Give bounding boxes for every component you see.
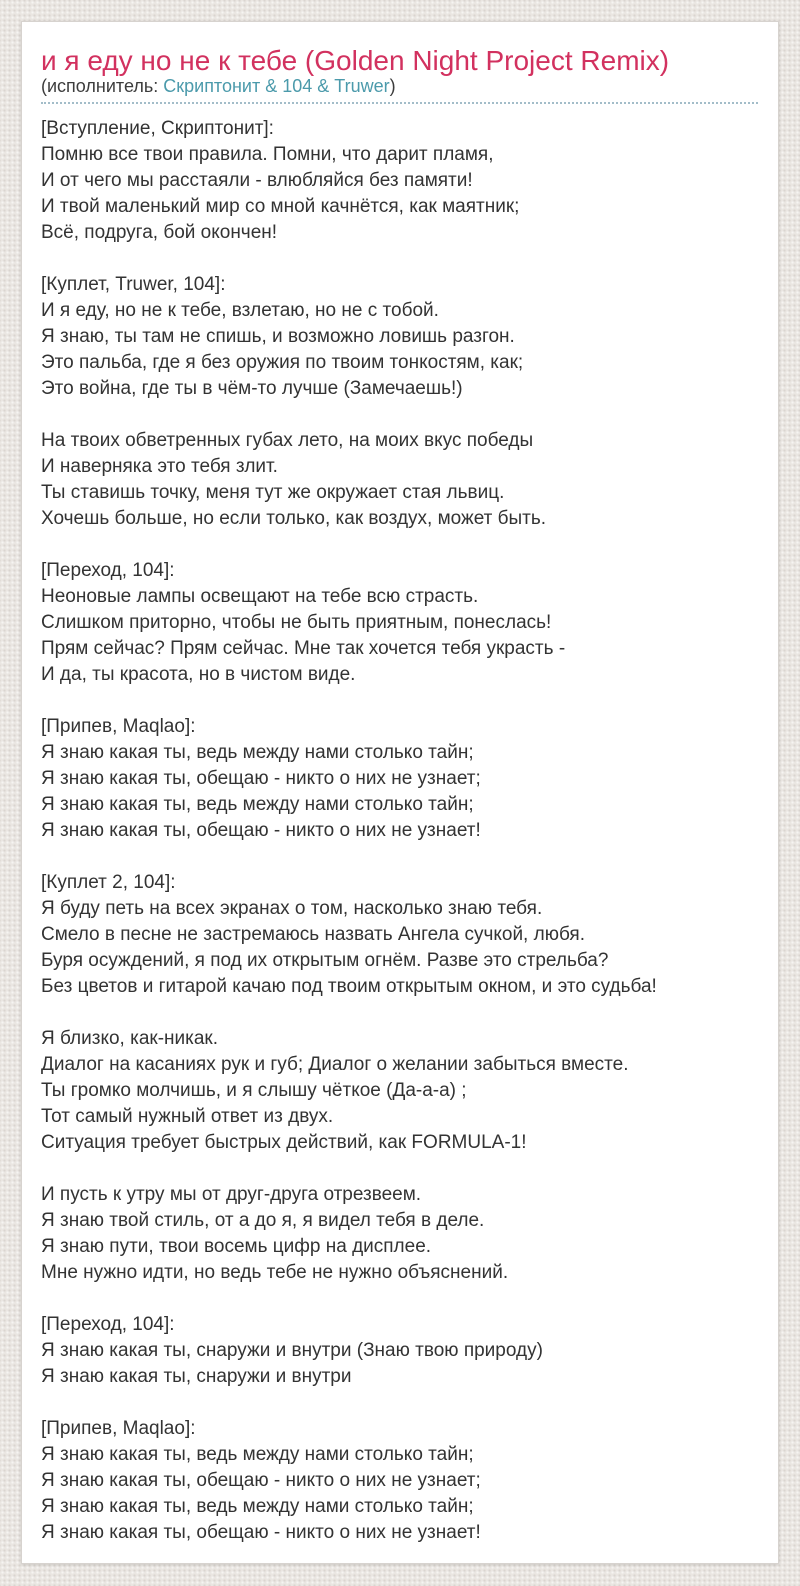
lyric-line: Я знаю какая ты, обещаю - никто о них не узнает! [41,820,481,841]
lyric-line: Слишком приторно, чтобы не быть приятным, понеслась! [41,612,552,633]
stanza [41,116,758,246]
stanza-header: [Переход, 104]: [41,560,175,581]
lyric-line: И да, ты красота, но в чистом виде. [41,664,356,685]
lyric-line: Я знаю твой стиль, от а до я, я видел тебя в деле. [41,1210,485,1231]
lyric-line: Я буду петь на всех экранах о том, насколько знаю тебя. [41,898,543,919]
stanza [41,714,758,844]
stanza [41,870,758,1000]
lyric-line: Хочешь больше, но если только, как воздух, может быть. [41,508,547,529]
lyric-line: Мне нужно идти, но ведь тебе не нужно объяснений. [41,1262,509,1283]
lyric-line: Я знаю какая ты, снаружи и внутри [41,1366,352,1387]
stanza [41,1026,758,1156]
lyric-line: И я еду, но не к тебе, взлетаю, но не с тобой. [41,300,439,321]
stanza-header: [Куплет, Truwer, 104]: [41,274,226,295]
stanza-header: [Вступление, Скриптонит]: [41,118,274,139]
lyric-line: Без цветов и гитарой качаю под твоим открытым окном, и это судьба! [41,976,657,997]
lyric-line: И наверняка это тебя злит. [41,456,278,477]
lyric-line: Я знаю какая ты, обещаю - никто о них не узнает; [41,1470,481,1491]
lyric-line: Всё, подруга, бой окончен! [41,222,278,243]
lyric-line: Ситуация требует быстрых действий, как FORMULA-1! [41,1132,527,1153]
lyric-line: Прям сейчас? Прям сейчас. Мне так хочется тебя украсть - [41,638,566,659]
stanza-header: [Переход, 104]: [41,1314,175,1335]
stanza-header: [Припев, Maqlao]: [41,716,196,737]
lyric-line: Ты ставишь точку, меня тут же окружает стая львиц. [41,482,505,503]
lyric-line: Я знаю, ты там не спишь, и возможно ловишь разгон. [41,326,515,347]
artist-line [41,76,758,104]
lyric-line: Я знаю какая ты, обещаю - никто о них не узнает! [41,1522,481,1543]
lyric-line: Я близко, как-никак. [41,1028,219,1049]
lyric-line: И твой маленький мир со мной качнётся, как маятник; [41,196,520,217]
lyric-line: Ты громко молчишь, и я слышу чёткое (Да-а-а) ; [41,1080,467,1101]
lyric-line: Помню все твои правила. Помни, что дарит пламя, [41,144,494,165]
lyric-line: Я знаю какая ты, ведь между нами столько тайн; [41,1496,474,1517]
stanza [41,1312,758,1390]
stanza [41,558,758,688]
lyric-line: Я знаю какая ты, снаружи и внутри (Знаю твою природу) [41,1340,543,1361]
stanza-header: [Куплет 2, 104]: [41,872,176,893]
stanza [41,272,758,402]
lyric-line: Это пальба, где я без оружия по твоим тонкостям, как; [41,352,524,373]
lyric-line: И от чего мы расстаяли - влюбляйся без памяти! [41,170,473,191]
lyric-line: Диалог на касаниях рук и губ; Диалог о желании забыться вместе. [41,1054,629,1075]
lyric-line: Я знаю какая ты, ведь между нами столько тайн; [41,742,474,763]
stanza [41,428,758,532]
lyrics-card [21,21,779,1564]
artist-link[interactable]: Скриптонит & 104 & Truwer [163,76,390,96]
stanza-header: [Припев, Maqlao]: [41,1418,196,1439]
stanza [41,1416,758,1546]
artist-suffix: ) [389,76,396,96]
lyric-line: Неоновые лампы освещают на тебе всю страсть. [41,586,479,607]
page-title: и я еду но не к тебе (Golden Night Project Remix) [41,45,670,76]
lyric-line: Смело в песне не застремаюсь назвать Ангела сучкой, любя. [41,924,585,945]
lyric-line: Буря осуждений, я под их открытым огнём. Разве это стрельба? [41,950,609,971]
lyrics-text [41,116,758,1546]
lyric-line: Я знаю пути, твои восемь цифр на дисплее. [41,1236,432,1257]
lyric-line: На твоих обветренных губах лето, на моих вкус победы [41,430,534,451]
lyric-line: И пусть к утру мы от друг-друга отрезвеем. [41,1184,422,1205]
lyric-line: Я знаю какая ты, ведь между нами столько тайн; [41,1444,474,1465]
stanza [41,1182,758,1286]
artist-prefix: (исполнитель: [41,76,164,96]
lyric-line: Я знаю какая ты, ведь между нами столько тайн; [41,794,474,815]
lyric-line: Тот самый нужный ответ из двух. [41,1106,334,1127]
lyric-line: Это война, где ты в чём-то лучше (Замечаешь!) [41,378,463,399]
lyric-line: Я знаю какая ты, обещаю - никто о них не узнает; [41,768,481,789]
